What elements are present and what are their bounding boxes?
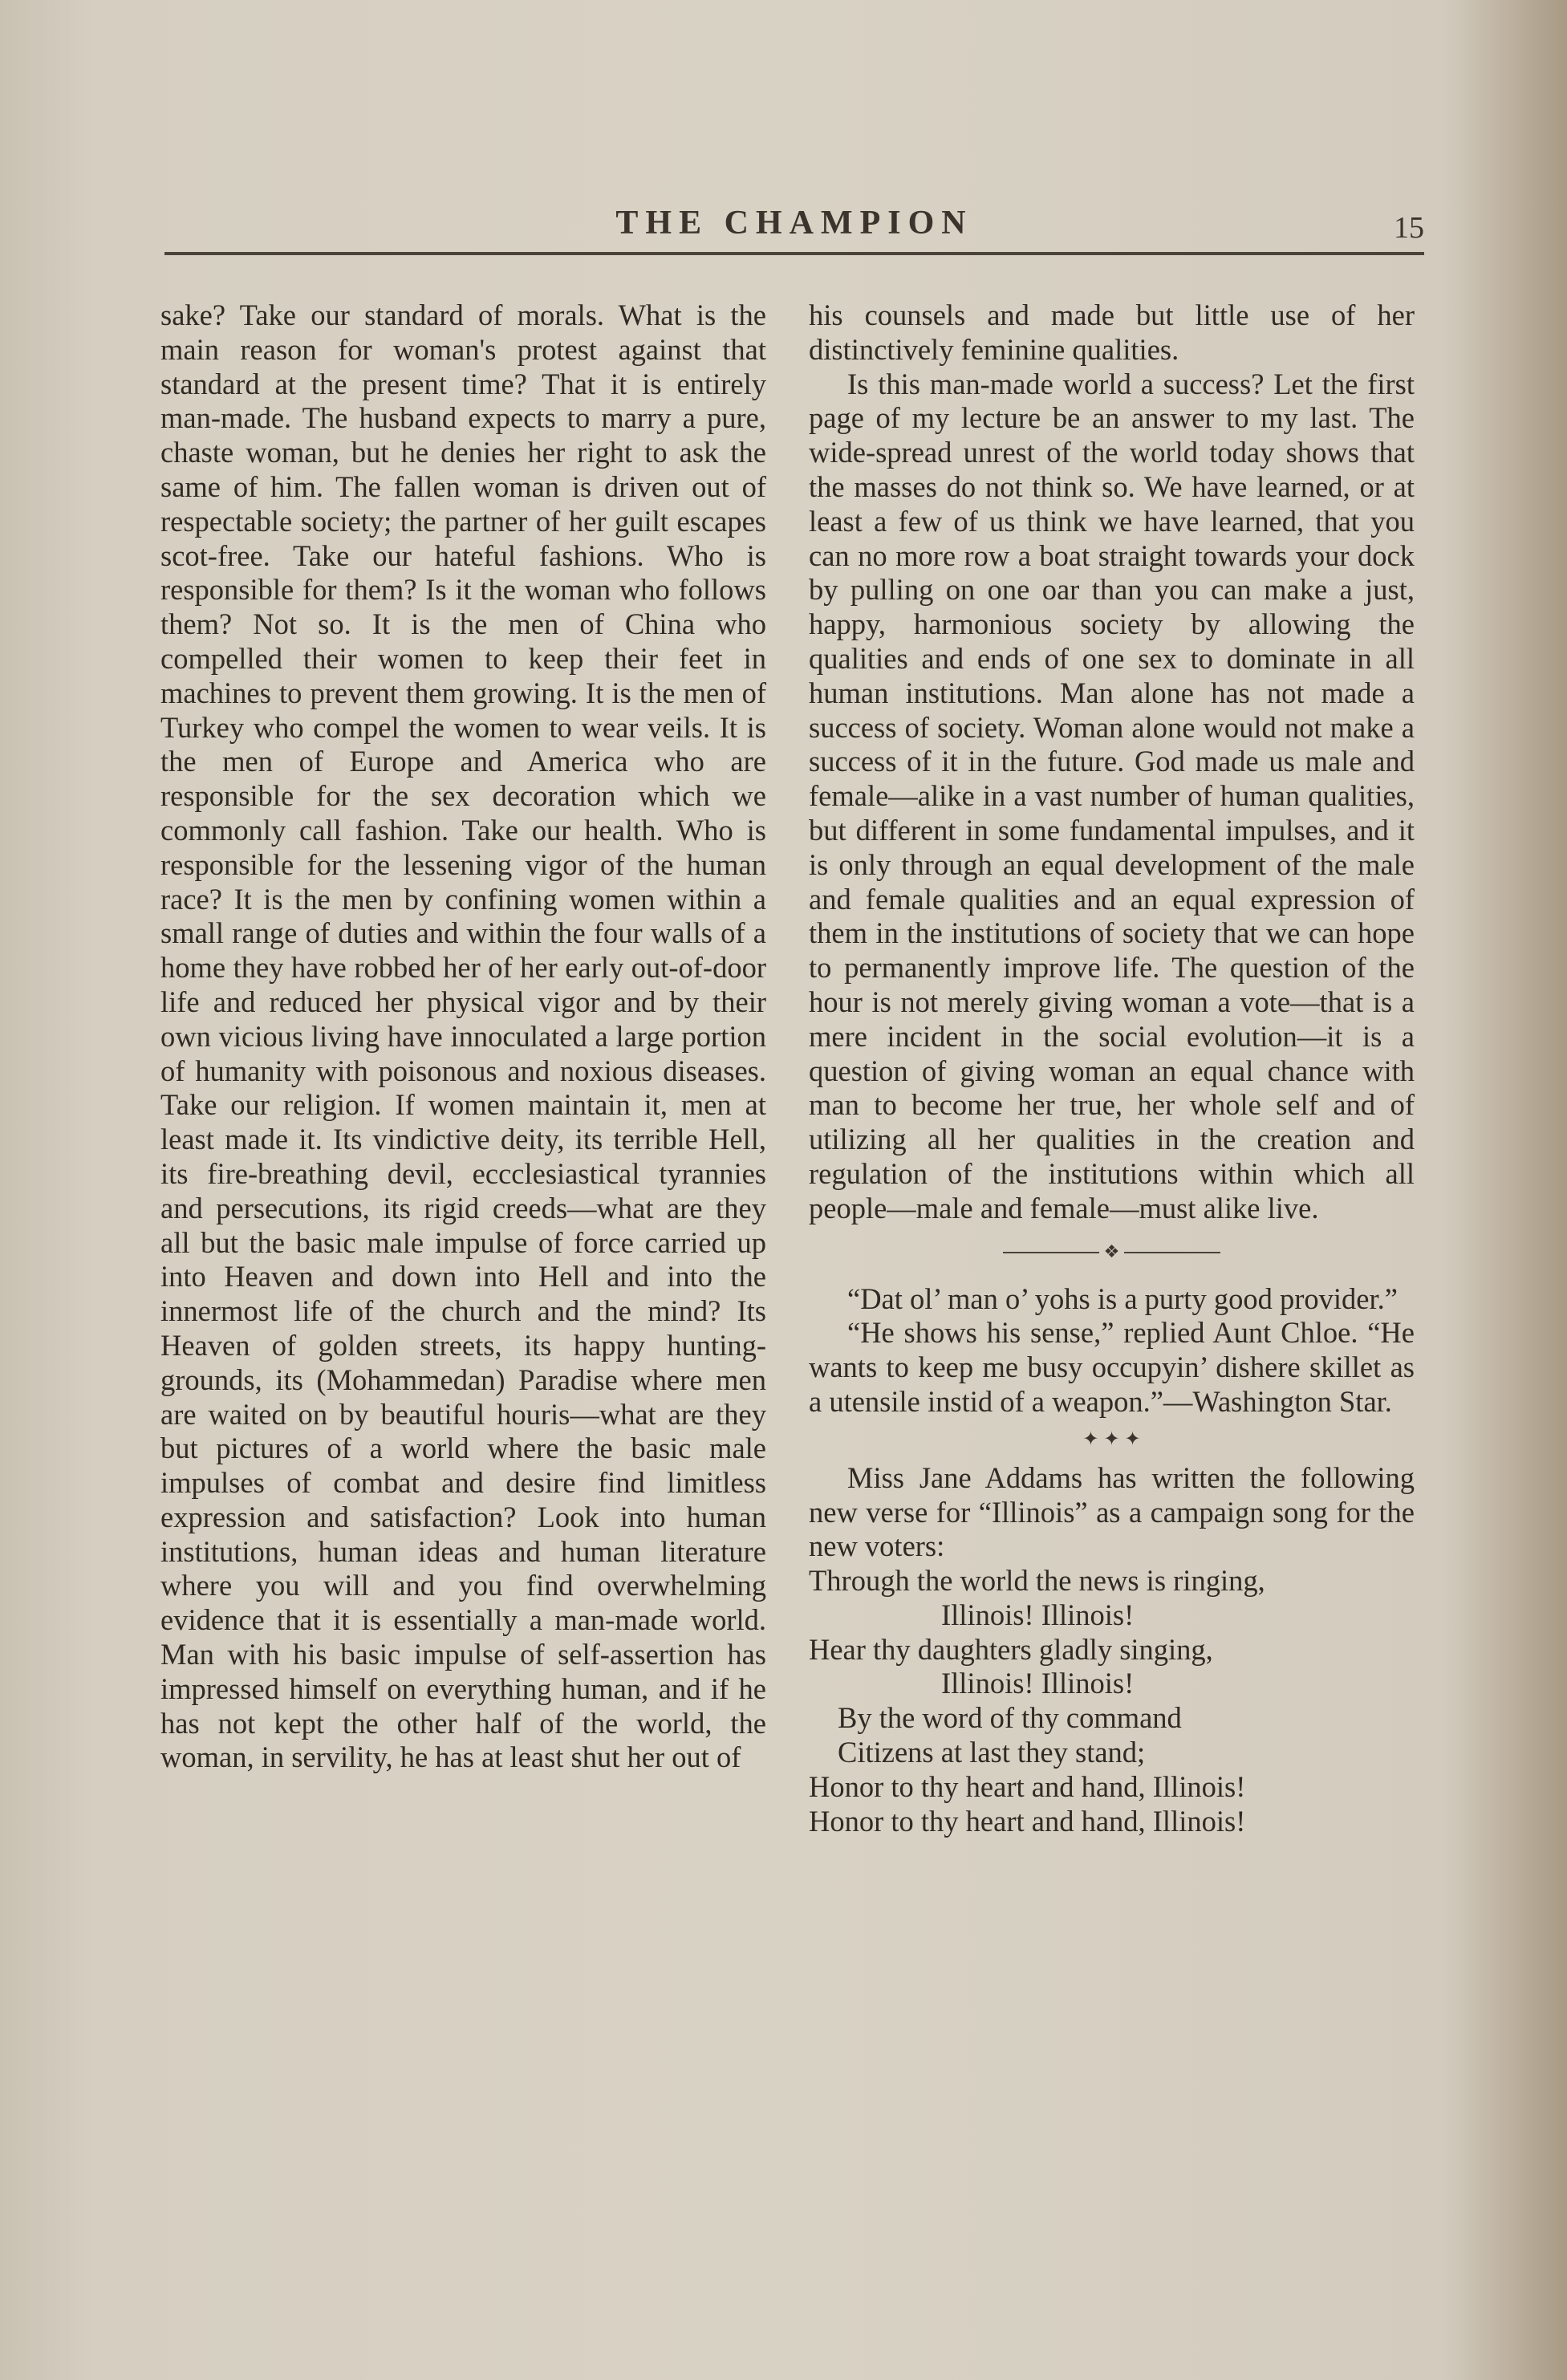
section-divider [809, 1229, 1415, 1276]
header-rule [164, 252, 1424, 255]
anecdote-line-2: “He shows his sense,” replied Aunt Chloe. “He wants to keep me busy occupyin’ dishere skillet as a utensile instid of a weapon.”—Washington Star. [809, 1316, 1415, 1418]
verse-refrain: Illinois! Illinois! [941, 1598, 1135, 1631]
lecture-paragraph: Is this man-made world a success? Let the first page of my lecture be an answer to my last. The wide-spread unrest of the world today shows that the masses do not think so. We have learned, or at least a few of us think we have learned, that you can no more row a boat straight towards your dock by pulling on one oar than you can make a just, happy, harmonious society by allowing the qualities and ends of one sex to dominate in all human institutions. Man alone has not made a success of society. Woman alone would not make a success of it in the future. God made us male and female—alike in a vast number of human qualities, but different in some fundamental impulses, and it is only through an equal development of the male and female qualities and an equal expression of them in the institutions of society that we can hope to permanently improve life. The question of the hour is not merely giving woman a vote—that is a mere incident in the social evolution—it is a question of giving woman an equal chance with man to become her true, her whole self and of utilizing all her qualities in the creation and regulation of the institutions within which all people—male and female—must alike live. [809, 367, 1415, 1225]
left-column [160, 299, 766, 1775]
verse-line: Through the world the news is ringing, [809, 1564, 1265, 1598]
verse-line: Honor to thy heart and hand, Illinois! [809, 1769, 1246, 1803]
verse-line: Hear thy daughters gladly singing, [809, 1632, 1213, 1666]
right-column [809, 299, 1415, 1838]
song-verse [809, 1564, 1415, 1838]
running-title: THE CHAMPION [615, 205, 973, 242]
left-paragraph: sake? Take our standard of morals. What is the main reason for woman's protest against that standard at the present time? That it is entirely man-made. The husband expects to marry a pure, chaste woman, but he denies her right to ask the same of him. The fallen woman is driven out of respectable society; the partner of her guilt escapes scot-free. Take our hateful fashions. Who is responsible for them? Is it the woman who follows them? Not so. It is the men of China who compelled their women to keep their feet in machines to prevent them growing. It is the men of Turkey who compel the women to wear veils. It is the men of Europe and America who are responsible for the sex decoration which we commonly call fashion. Take our health. Who is responsible for the lessening vigor of the human race? It is the men by confining women within a small range of duties and within the four walls of a home they have robbed her of her early out-of-door life and reduced her physical vigor and by their own vicious living have innoculated a large portion of humanity with poisonous and noxious diseases. Take our religion. If women maintain it, men at least made it. Its vindictive deity, its terrible Hell, its fire-breathing devil, eccclesiastical tyrannies and persecutions, its rigid creeds—what are they all but the basic male impulse of force carried up into Heaven and down into Hell and into the innermost life of the church and the mind? Its Heaven of golden streets, its happy hunting-grounds, its (Mohammedan) Paradise where men are waited on by beautiful houris—what are they but pictures of a world where the basic male impulses of combat and desire find limitless expression and satisfaction? Look into human institutions, human ideas and human literature where you will and you find overwhelming evidence that it is essentially a man-made world. Man with his basic impulse of self-assertion has impressed himself on everything human, and if he has not kept the other half of the world, the woman, in servility, he has at least shut her out of [160, 299, 766, 1774]
star-divider: ✦ ✦ ✦ [1082, 1429, 1141, 1451]
page-number: 15 [1394, 211, 1424, 245]
divider-ornament-icon: ❖ [1103, 1241, 1120, 1262]
divider-line-left [1003, 1252, 1099, 1253]
anecdote-line-1: “Dat ol’ man o’ yohs is a purty good provider.” [847, 1281, 1398, 1315]
verse-line: Honor to thy heart and hand, Illinois! [809, 1804, 1246, 1838]
divider-line-right [1124, 1252, 1220, 1253]
verse-line: By the word of thy command [838, 1701, 1182, 1735]
page-header [164, 199, 1424, 257]
verse-refrain: Illinois! Illinois! [941, 1667, 1135, 1700]
addams-intro: Miss Jane Addams has written the following new verse for “Illinois” as a campaign song for the new voters: [809, 1460, 1415, 1563]
continuation-paragraph: his counsels and made but little use of her distinctively feminine qualities. [809, 299, 1415, 366]
verse-line: Citizens at last they stand; [838, 1736, 1146, 1769]
